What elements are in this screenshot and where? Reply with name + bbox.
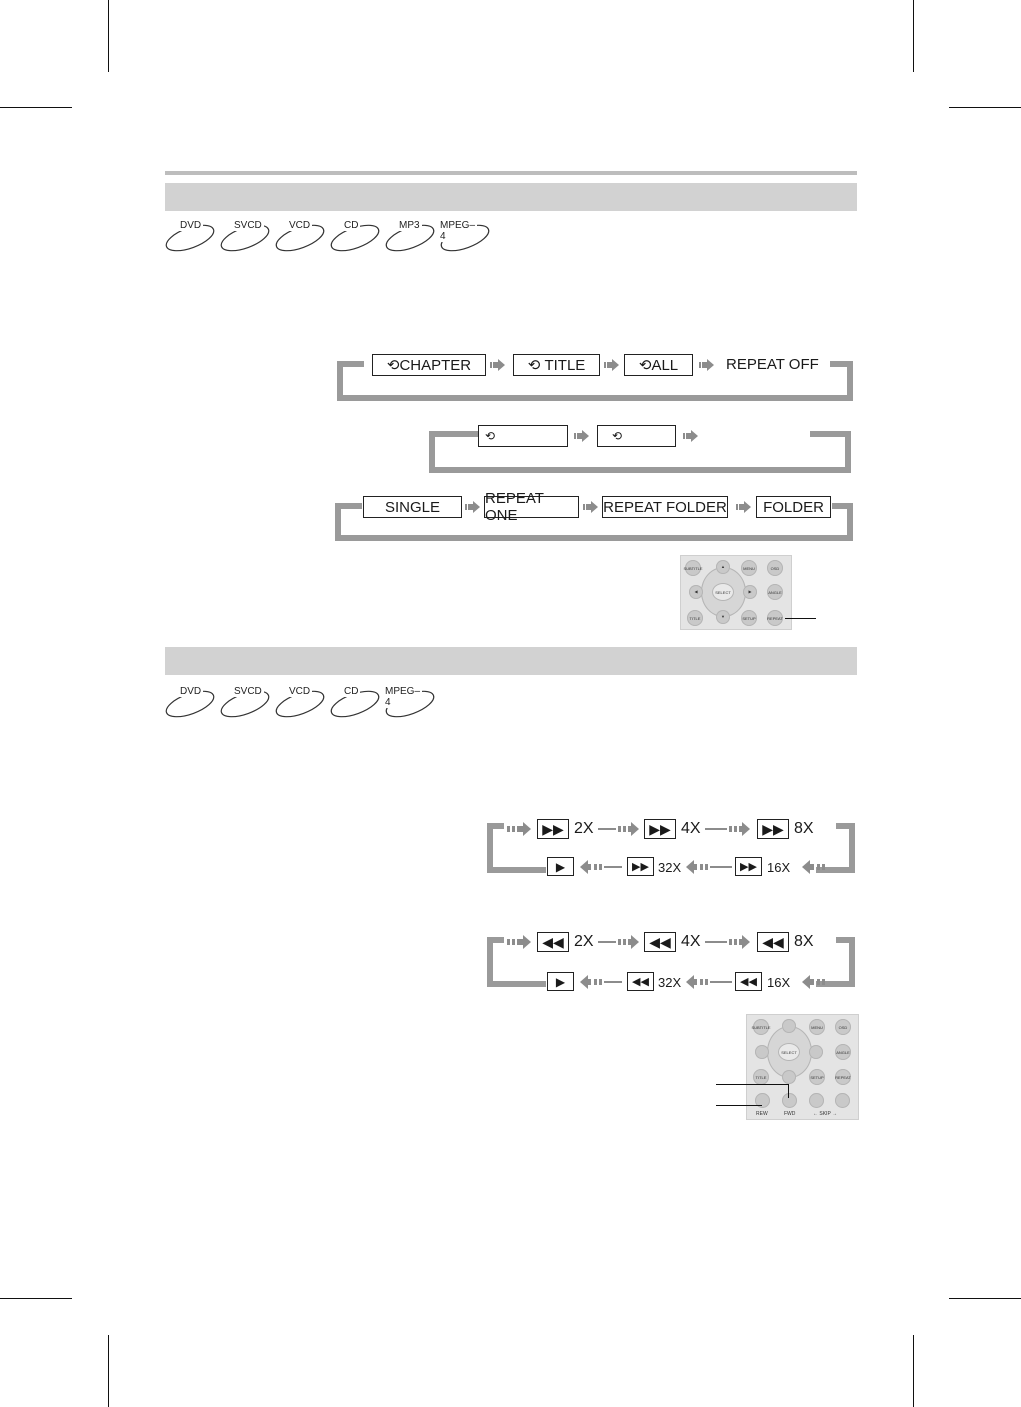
speed-label: 4X xyxy=(681,820,701,837)
remote-label-fwd: FWD xyxy=(784,1111,796,1117)
arrow-right-icon xyxy=(465,501,481,513)
rewind-icon: ◀◀ xyxy=(537,932,569,952)
disc-label: SVCD xyxy=(234,220,262,231)
arrow-right-icon xyxy=(490,359,506,371)
flow-box-vcd-2 xyxy=(597,425,676,447)
fast-forward-icon: ▶▶ xyxy=(537,819,569,839)
fast-forward-icon: ▶▶ xyxy=(644,819,676,839)
disc-label: VCD xyxy=(289,686,311,697)
arrow-right-icon xyxy=(604,359,620,371)
disc-label: DVD xyxy=(180,686,202,697)
disc-label: MP3 xyxy=(399,220,420,231)
remote-label: MENU xyxy=(811,1025,823,1030)
remote-label: ANGLE xyxy=(768,590,782,595)
repeat-icon: ⟲ xyxy=(638,357,652,374)
disc-label: MPEG–4 xyxy=(385,686,421,708)
rewind-icon: ◀◀ xyxy=(735,972,762,991)
arrow-right-icon xyxy=(574,430,590,442)
remote-label-skip: ← SKIP → xyxy=(813,1111,838,1117)
callout-line-repeat xyxy=(785,618,816,619)
remote-button-up xyxy=(782,1019,796,1033)
flow-box-vcd-1 xyxy=(478,425,568,447)
section-bar-repeat xyxy=(165,183,857,211)
play-icon: ▶ xyxy=(547,857,574,876)
arrow-left-icon xyxy=(686,860,732,874)
arrow-right-icon xyxy=(583,501,599,513)
repeat-icon: ⟲ xyxy=(386,357,400,374)
disc-label: CD xyxy=(344,686,359,697)
crop-mark xyxy=(913,0,914,72)
repeat-icon: ⟲ xyxy=(612,429,623,443)
rewind-icon: ◀◀ xyxy=(644,932,676,952)
speed-label: 32X xyxy=(658,975,682,990)
arrow-right-icon xyxy=(598,822,640,836)
remote-label: TITLE xyxy=(689,616,701,621)
remote-label: TITLE xyxy=(755,1075,767,1080)
section-bar-speed xyxy=(165,647,857,675)
repeat-icon: ⟲ xyxy=(527,357,545,374)
remote-button-fwd xyxy=(782,1093,797,1108)
fast-forward-icon: ▶▶ xyxy=(757,819,789,839)
remote-label: SETUP xyxy=(810,1075,824,1080)
arrow-right-icon xyxy=(683,430,699,442)
arrow-right-icon xyxy=(598,935,640,949)
remote-label: OSD xyxy=(770,566,780,571)
remote-label: OSD xyxy=(838,1025,848,1030)
speed-label: 2X xyxy=(574,933,594,950)
arrow-down-icon: ▼ xyxy=(721,614,725,619)
remote-label: SUBTITLE xyxy=(751,1025,771,1030)
play-icon: ▶ xyxy=(547,972,574,991)
arrow-left-icon xyxy=(686,975,732,989)
crop-mark xyxy=(0,1298,72,1299)
remote-label: MENU xyxy=(743,566,755,571)
disc-label: SVCD xyxy=(234,686,262,697)
arrow-left-icon xyxy=(580,975,622,989)
remote-label: REPEAT xyxy=(835,1075,851,1080)
arrow-left-icon xyxy=(801,860,827,874)
remote-control-repeat xyxy=(680,555,792,630)
arrow-right-icon: ▶ xyxy=(748,589,752,594)
remote-button-right xyxy=(809,1045,823,1059)
repeat-icon: ⟲ xyxy=(485,429,496,443)
disc-label: CD xyxy=(344,220,359,231)
arrow-right-icon xyxy=(699,359,715,371)
crop-mark xyxy=(108,1335,109,1407)
arrow-up-icon: ▲ xyxy=(721,564,725,569)
flow-box-repeat-folder: REPEAT FOLDER xyxy=(602,496,728,518)
flow-box-folder: FOLDER xyxy=(756,496,831,518)
flow-box-single: SINGLE xyxy=(363,496,462,518)
speed-label: 16X xyxy=(767,975,791,990)
remote-label: SUBTITLE xyxy=(683,566,703,571)
header-rule xyxy=(165,171,857,175)
flow-label: CHAPTER xyxy=(399,356,472,374)
arrow-right-icon xyxy=(736,501,752,513)
speed-label: 16X xyxy=(767,860,791,875)
remote-label: REPEAT xyxy=(767,616,783,621)
speed-label: 2X xyxy=(574,820,594,837)
fast-forward-icon: ▶▶ xyxy=(735,857,762,876)
crop-mark xyxy=(949,1298,1021,1299)
remote-button-left xyxy=(755,1045,769,1059)
flow-box-chapter xyxy=(372,354,486,376)
remote-label: ANGLE xyxy=(836,1050,850,1055)
flow-box-title xyxy=(513,354,600,376)
crop-mark xyxy=(0,107,72,108)
arrow-right-icon xyxy=(507,822,533,836)
flow-label: ALL xyxy=(651,356,679,374)
remote-label: SELECT xyxy=(715,590,731,595)
arrow-left-icon xyxy=(801,975,827,989)
flow-box-repeat-one: REPEAT ONE xyxy=(484,496,579,518)
disc-label: MPEG–4 xyxy=(440,220,476,242)
disc-label: VCD xyxy=(289,220,311,231)
remote-label: SETUP xyxy=(742,616,756,621)
remote-button-down xyxy=(782,1070,796,1084)
speed-label: 32X xyxy=(658,860,682,875)
remote-control-speed xyxy=(746,1014,859,1120)
rewind-icon: ◀◀ xyxy=(627,972,654,991)
fast-forward-icon: ▶▶ xyxy=(627,857,654,876)
callout-line-rew xyxy=(716,1105,762,1106)
remote-button-skip-back xyxy=(809,1093,824,1108)
speed-label: 8X xyxy=(794,933,814,950)
arrow-right-icon xyxy=(705,935,751,949)
remote-label: SELECT xyxy=(781,1050,797,1055)
disc-label: DVD xyxy=(180,220,202,231)
arrow-right-icon xyxy=(507,935,533,949)
flow-box-all xyxy=(624,354,693,376)
remote-label-rew: REW xyxy=(756,1111,768,1117)
crop-mark xyxy=(949,107,1021,108)
arrow-right-icon xyxy=(705,822,751,836)
speed-label: 4X xyxy=(681,933,701,950)
arrow-left-icon xyxy=(580,860,622,874)
speed-label: 8X xyxy=(794,820,814,837)
rewind-icon: ◀◀ xyxy=(757,932,789,952)
remote-button-skip-forward xyxy=(835,1093,850,1108)
arrow-left-icon: ◀ xyxy=(694,589,698,594)
crop-mark xyxy=(913,1335,914,1407)
flow-label: TITLE xyxy=(544,356,586,374)
crop-mark xyxy=(108,0,109,72)
callout-line-fwd xyxy=(716,1084,789,1085)
callout-line-fwd-drop xyxy=(788,1084,789,1098)
flow-label-repeat-off: REPEAT OFF xyxy=(722,356,823,373)
